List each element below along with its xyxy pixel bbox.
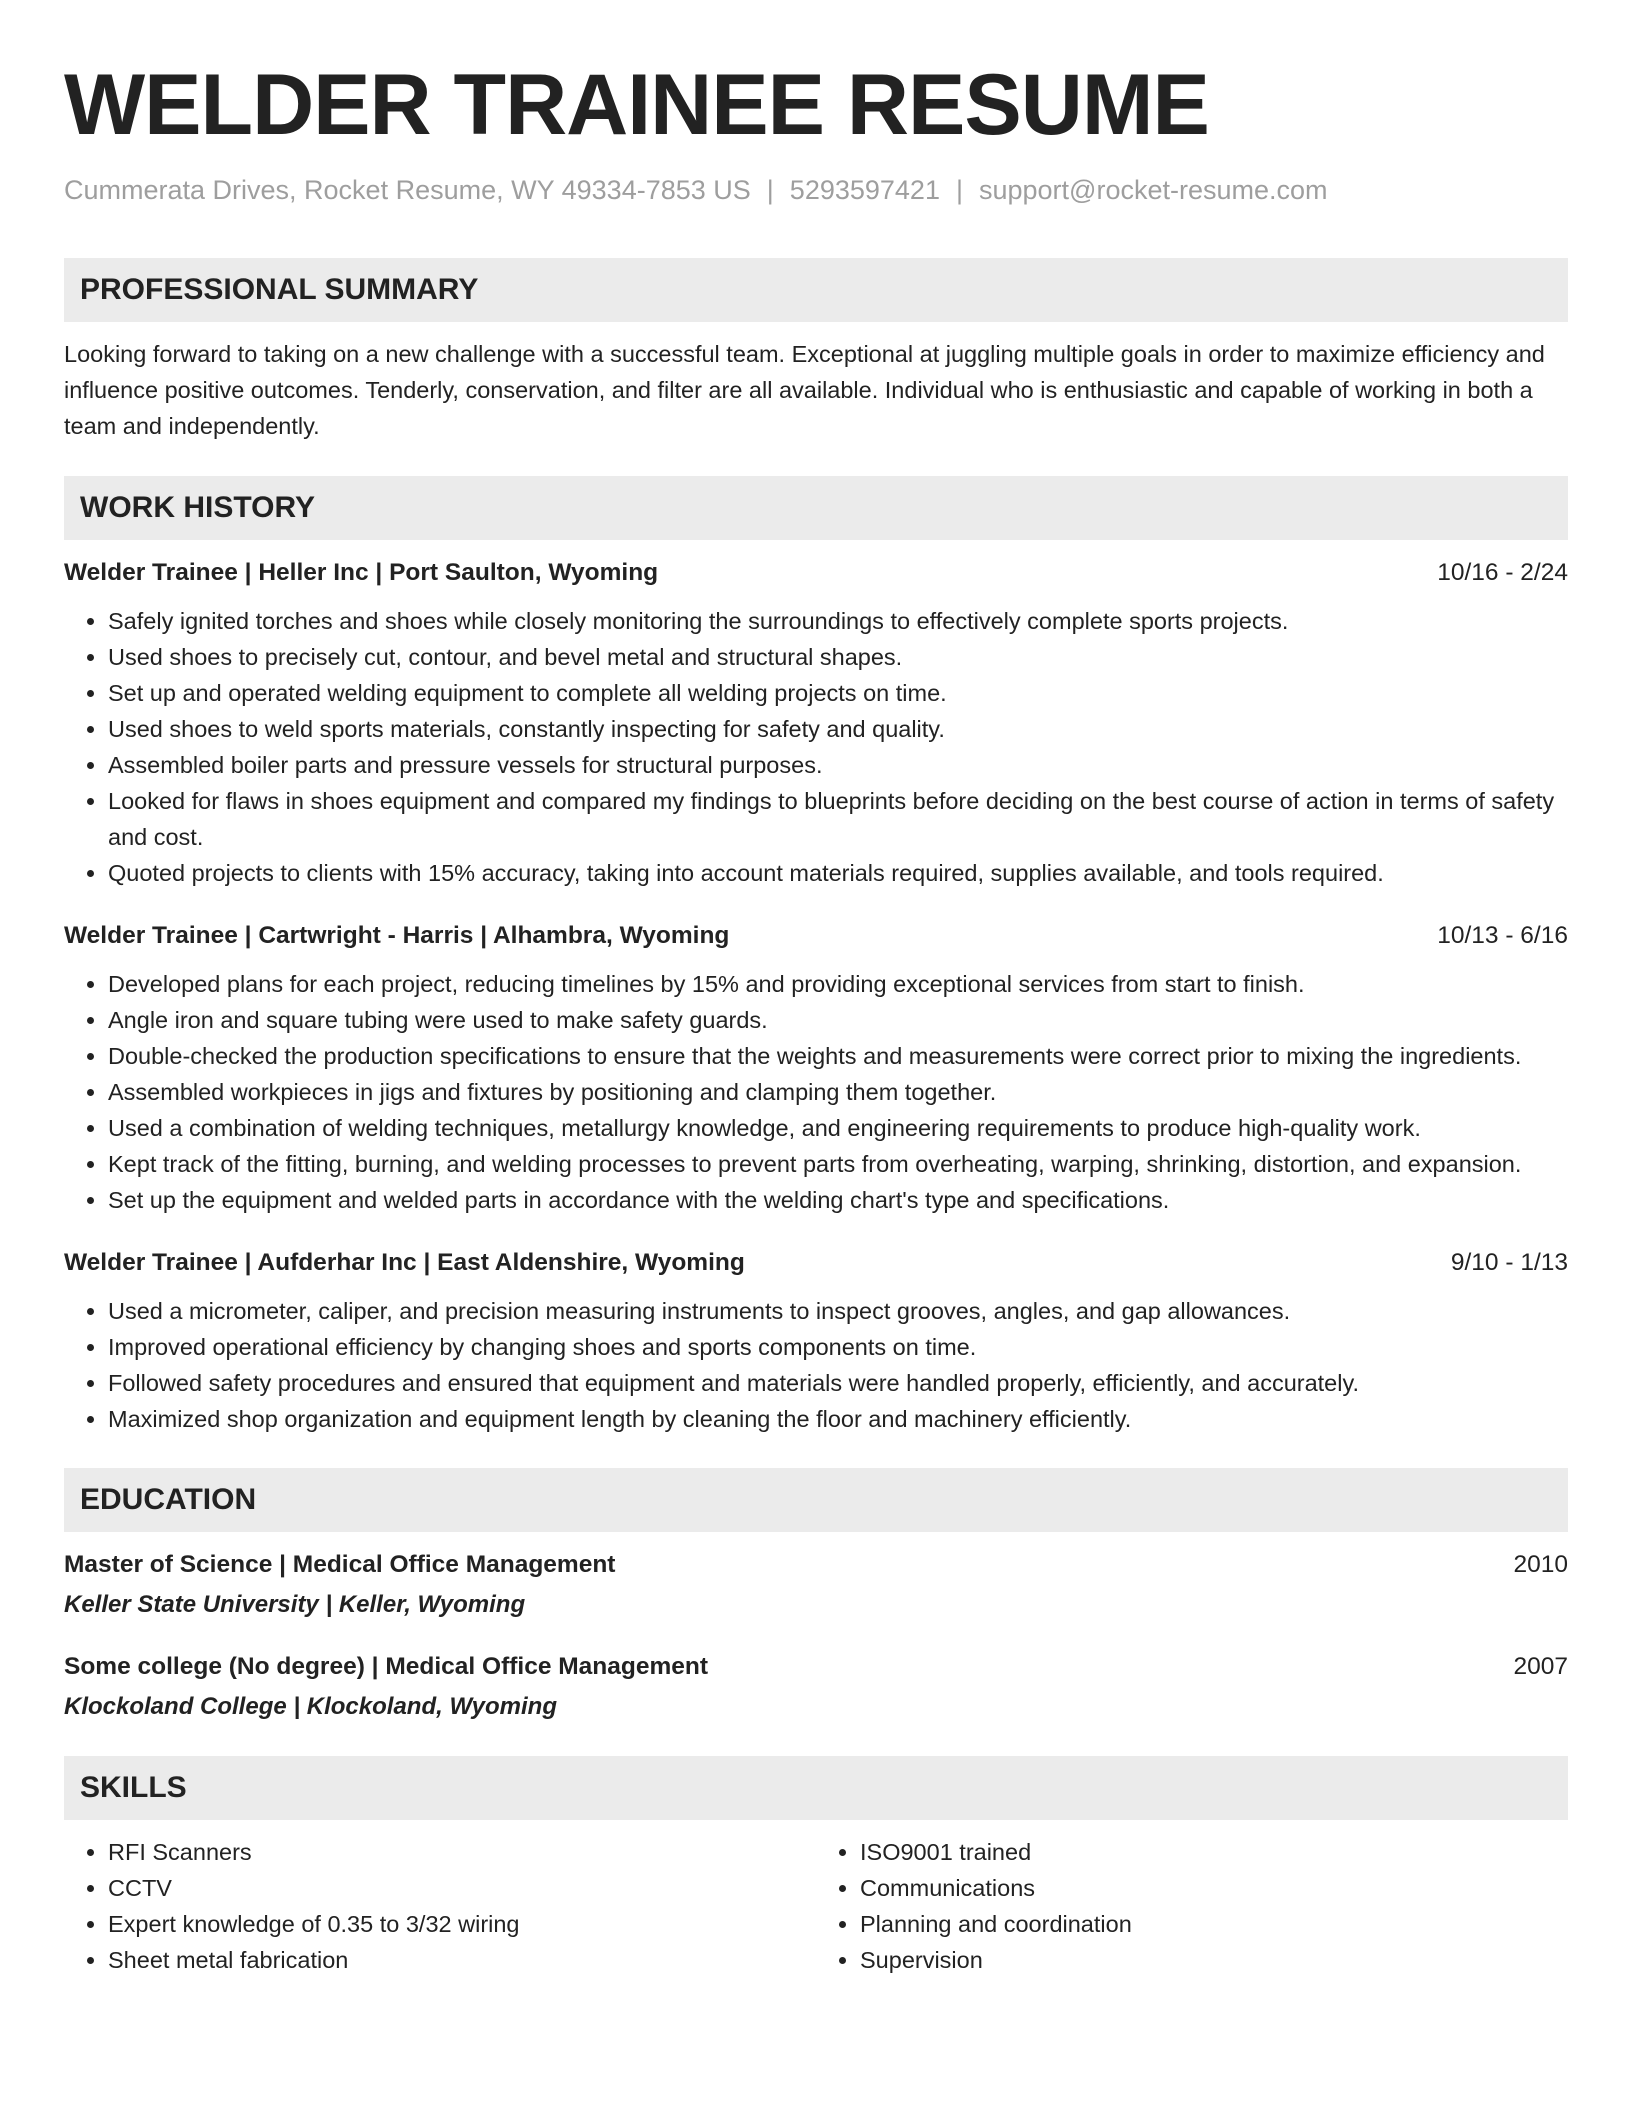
job-duty: • Quoted projects to clients with 15% accuracy, taking into account materials required, supplies available, and tools required. [108, 855, 1568, 891]
education-entry [64, 1650, 1568, 1724]
education-entry [64, 1548, 1568, 1622]
skills-column-right [816, 1834, 1568, 1978]
skill-item: • Communications [860, 1870, 1568, 1906]
job-title: Welder Trainee | Heller Inc | Port Saulton, Wyoming [64, 559, 659, 586]
education-header [64, 1650, 1568, 1684]
contact-line [64, 173, 1568, 207]
skill-item: • ISO9001 trained [860, 1834, 1568, 1870]
job-duty: • Used shoes to weld sports materials, constantly inspecting for safety and quality. [108, 711, 1568, 747]
section-heading-skills: SKILLS [64, 1756, 1568, 1820]
skill-item: • RFI Scanners [108, 1834, 816, 1870]
job-header [64, 1246, 1568, 1280]
skill-item: • Supervision [860, 1942, 1568, 1978]
resume-title: WELDER TRAINEE RESUME [64, 57, 1209, 153]
job-duty: • Safely ignited torches and shoes while closely monitoring the surroundings to effectively complete sports projects. [108, 603, 1568, 639]
job-duty: • Kept track of the fitting, burning, and welding processes to prevent parts from overheating, warping, shrinking, distortion, and expansion. [108, 1146, 1568, 1182]
job-duty: • Improved operational efficiency by changing shoes and sports components on time. [108, 1329, 1568, 1365]
job-title: Welder Trainee | Aufderhar Inc | East Aldenshire, Wyoming [64, 1249, 745, 1276]
job-duty: • Assembled boiler parts and pressure vessels for structural purposes. [108, 747, 1568, 783]
education-header [64, 1548, 1568, 1582]
job-duty: • Used a combination of welding techniques, metallurgy knowledge, and engineering requirements to produce high-quality work. [108, 1110, 1568, 1146]
job-duty: • Set up and operated welding equipment to complete all welding projects on time. [108, 675, 1568, 711]
job-duties [64, 603, 1568, 891]
job-dates: 9/10 - 1/13 [1450, 1249, 1568, 1276]
graduation-year: 2007 [1513, 1653, 1568, 1680]
address: Cummerata Drives, Rocket Resume, WY 49334-7853 US [64, 175, 751, 205]
job-dates: 10/13 - 6/16 [1437, 922, 1568, 949]
job-duty: • Angle iron and square tubing were used to make safety guards. [108, 1002, 1568, 1038]
job-duty: • Looked for flaws in shoes equipment and compared my findings to blueprints before deciding on the best course of action in terms of safety and cost. [108, 783, 1568, 855]
contact-separator: | [955, 175, 963, 205]
job-dates: 10/16 - 2/24 [1437, 559, 1568, 586]
school: Klockoland College | Klockoland, Wyoming [64, 1693, 557, 1720]
job-title: Welder Trainee | Cartwright - Harris | Alhambra, Wyoming [64, 922, 730, 949]
skill-item: • Expert knowledge of 0.35 to 3/32 wiring [108, 1906, 816, 1942]
skill-item: • Sheet metal fabrication [108, 1942, 816, 1978]
job-header [64, 556, 1568, 590]
contact-separator: | [766, 175, 774, 205]
email-address: support@rocket-resume.com [978, 175, 1328, 205]
skills-list [64, 1834, 1568, 1978]
job-entry [64, 556, 1568, 891]
job-duty: • Developed plans for each project, reducing timelines by 15% and providing exceptional services from start to finish. [108, 966, 1568, 1002]
phone-number: 5293597421 [789, 175, 940, 205]
section-heading-work-history: WORK HISTORY [64, 476, 1568, 540]
job-duty: • Used a micrometer, caliper, and precision measuring instruments to inspect grooves, angles, and gap allowances. [108, 1293, 1568, 1329]
section-heading-education: EDUCATION [64, 1468, 1568, 1532]
job-duty: • Set up the equipment and welded parts in accordance with the welding chart's type and specifications. [108, 1182, 1568, 1218]
skill-item: • Planning and coordination [860, 1906, 1568, 1942]
skills-column-left [64, 1834, 816, 1978]
section-heading-professional-summary: PROFESSIONAL SUMMARY [64, 258, 1568, 322]
graduation-year: 2010 [1513, 1551, 1568, 1578]
job-duties [64, 1293, 1568, 1437]
degree: Some college (No degree) | Medical Office Management [64, 1653, 709, 1680]
job-header [64, 919, 1568, 953]
job-duty: • Double-checked the production specifications to ensure that the weights and measurements were correct prior to mixing the ingredients. [108, 1038, 1568, 1074]
job-entry [64, 919, 1568, 1218]
degree: Master of Science | Medical Office Management [64, 1551, 616, 1578]
skill-item: • CCTV [108, 1870, 816, 1906]
job-duty: • Used shoes to precisely cut, contour, and bevel metal and structural shapes. [108, 639, 1568, 675]
school: Keller State University | Keller, Wyoming [64, 1591, 526, 1618]
job-entry [64, 1246, 1568, 1437]
job-duties [64, 966, 1568, 1218]
job-duty: • Maximized shop organization and equipment length by cleaning the floor and machinery efficiently. [108, 1401, 1568, 1437]
job-duty: • Assembled workpieces in jigs and fixtures by positioning and clamping them together. [108, 1074, 1568, 1110]
summary-paragraph: Looking forward to taking on a new challenge with a successful team. Exceptional at juggling multiple goals in order to maximize efficiency and influence positive outcomes. Tenderly, conservation, and filter are all available. Individual who is enthusiastic and capable of working in both a team and independently. [64, 341, 1545, 439]
job-duty: • Followed safety procedures and ensured that equipment and materials were handled properly, efficiently, and accurately. [108, 1365, 1568, 1401]
